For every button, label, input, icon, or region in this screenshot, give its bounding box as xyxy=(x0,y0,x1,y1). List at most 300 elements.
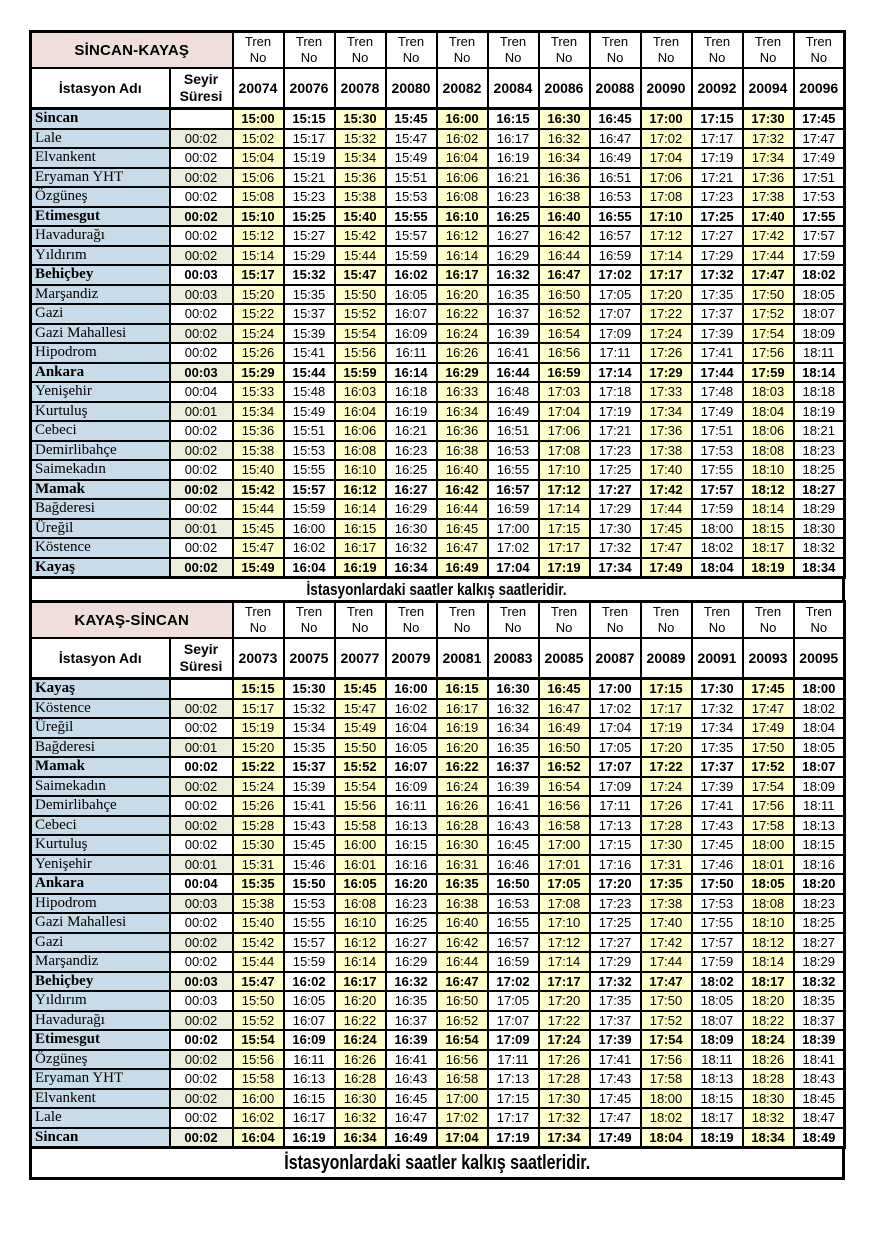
station-name: Üreğil xyxy=(31,519,170,539)
train-number: 20093 xyxy=(743,638,794,679)
station-row xyxy=(31,558,845,578)
departure-time: 15:59 xyxy=(386,246,437,266)
departure-time: 17:37 xyxy=(692,304,743,324)
departure-time: 16:49 xyxy=(590,148,641,168)
departure-time: 17:12 xyxy=(539,480,590,500)
departure-time: 17:29 xyxy=(590,499,641,519)
departure-time: 17:05 xyxy=(488,991,539,1011)
departure-time: 16:34 xyxy=(386,558,437,578)
departure-time: 16:23 xyxy=(386,441,437,461)
train-number: 20082 xyxy=(437,68,488,109)
train-number: 20095 xyxy=(794,638,845,679)
departure-time: 16:37 xyxy=(488,757,539,777)
departure-time: 15:57 xyxy=(386,226,437,246)
tren-label: Tren xyxy=(397,604,425,619)
departure-time: 15:10 xyxy=(233,207,284,227)
departure-time: 17:35 xyxy=(590,991,641,1011)
departure-time: 16:35 xyxy=(386,991,437,1011)
departure-time: 16:38 xyxy=(437,441,488,461)
departure-time: 16:07 xyxy=(386,757,437,777)
departure-time: 15:40 xyxy=(233,460,284,480)
departure-time: 16:17 xyxy=(335,972,386,992)
departure-time: 18:15 xyxy=(794,835,845,855)
station-name: Yenişehir xyxy=(31,382,170,402)
tren-no-header xyxy=(794,32,845,69)
departure-time: 16:26 xyxy=(437,343,488,363)
travel-duration xyxy=(170,679,233,699)
travel-duration: 00:02 xyxy=(170,1011,233,1031)
station-name: Etimesgut xyxy=(31,1030,170,1050)
departure-time: 16:15 xyxy=(488,109,539,129)
train-number: 20088 xyxy=(590,68,641,109)
departure-time: 16:52 xyxy=(539,757,590,777)
tren-no-header xyxy=(386,32,437,69)
departure-time: 16:24 xyxy=(335,1030,386,1050)
no-label: No xyxy=(657,50,675,65)
departure-time: 16:59 xyxy=(590,246,641,266)
no-label: No xyxy=(759,50,777,65)
departure-time: 17:00 xyxy=(488,519,539,539)
departure-time: 16:14 xyxy=(335,952,386,972)
train-number: 20077 xyxy=(335,638,386,679)
departure-time: 17:44 xyxy=(641,952,692,972)
tren-no-header xyxy=(590,32,641,69)
departure-time: 17:07 xyxy=(590,757,641,777)
departure-time: 16:59 xyxy=(488,499,539,519)
departure-time: 15:28 xyxy=(233,816,284,836)
departure-time: 17:17 xyxy=(539,972,590,992)
departure-time: 16:47 xyxy=(437,538,488,558)
departure-time: 17:45 xyxy=(641,519,692,539)
departure-time: 17:23 xyxy=(590,894,641,914)
station-name: Özgüneş xyxy=(31,187,170,207)
travel-duration: 00:02 xyxy=(170,226,233,246)
departure-time: 18:13 xyxy=(692,1069,743,1089)
departure-time: 17:12 xyxy=(539,933,590,953)
travel-duration: 00:02 xyxy=(170,538,233,558)
departure-time: 18:29 xyxy=(794,499,845,519)
station-row xyxy=(31,1069,845,1089)
departure-time: 16:10 xyxy=(437,207,488,227)
departure-time: 18:26 xyxy=(743,1050,794,1070)
duration-column-header: Seyir Süresi xyxy=(170,638,233,679)
station-row xyxy=(31,738,845,758)
departure-time: 18:02 xyxy=(794,699,845,719)
departure-time: 16:53 xyxy=(590,187,641,207)
station-row xyxy=(31,874,845,894)
no-label: No xyxy=(300,620,318,635)
departure-time: 16:17 xyxy=(488,129,539,149)
no-label: No xyxy=(708,620,726,635)
departure-time: 17:49 xyxy=(692,402,743,422)
tren-label: Tren xyxy=(397,34,425,49)
departure-time: 18:28 xyxy=(743,1069,794,1089)
departure-time: 17:13 xyxy=(488,1069,539,1089)
departure-time: 17:35 xyxy=(692,738,743,758)
departure-time: 16:49 xyxy=(488,402,539,422)
departure-time: 16:40 xyxy=(437,913,488,933)
departure-time: 15:53 xyxy=(386,187,437,207)
tren-label: Tren xyxy=(754,34,782,49)
departure-time: 18:23 xyxy=(794,441,845,461)
departure-time: 18:43 xyxy=(794,1069,845,1089)
tren-label: Tren xyxy=(601,34,629,49)
departure-time: 16:53 xyxy=(488,441,539,461)
travel-duration: 00:02 xyxy=(170,1089,233,1109)
departure-time: 17:29 xyxy=(641,363,692,383)
departure-time: 17:30 xyxy=(692,679,743,699)
departure-time: 17:26 xyxy=(539,1050,590,1070)
no-label: No xyxy=(249,620,267,635)
departure-time: 16:26 xyxy=(437,796,488,816)
departure-time: 18:07 xyxy=(692,1011,743,1031)
departure-time: 17:45 xyxy=(743,679,794,699)
departure-time: 16:59 xyxy=(539,363,590,383)
departure-time: 18:16 xyxy=(794,855,845,875)
departure-time: 15:58 xyxy=(233,1069,284,1089)
departure-time: 16:13 xyxy=(284,1069,335,1089)
no-label: No xyxy=(351,620,369,635)
station-name: Üreğil xyxy=(31,718,170,738)
tren-no-header xyxy=(335,602,386,639)
no-label: No xyxy=(300,50,318,65)
departure-time: 17:38 xyxy=(641,441,692,461)
departure-time: 17:34 xyxy=(590,558,641,578)
departure-time: 15:24 xyxy=(233,777,284,797)
station-row xyxy=(31,480,845,500)
departure-time: 17:20 xyxy=(641,285,692,305)
departure-time: 16:07 xyxy=(386,304,437,324)
departure-time: 16:07 xyxy=(284,1011,335,1031)
departure-time: 17:04 xyxy=(488,558,539,578)
departure-time: 17:35 xyxy=(641,874,692,894)
departure-time: 15:47 xyxy=(335,265,386,285)
tren-no-header xyxy=(641,602,692,639)
departure-time: 17:31 xyxy=(641,855,692,875)
departure-time: 17:05 xyxy=(539,874,590,894)
tren-no-header xyxy=(437,32,488,69)
departure-time: 16:32 xyxy=(539,129,590,149)
departure-time: 16:36 xyxy=(539,168,590,188)
tren-label: Tren xyxy=(244,34,272,49)
departure-time: 16:44 xyxy=(488,363,539,383)
departure-time: 16:08 xyxy=(335,894,386,914)
train-number: 20083 xyxy=(488,638,539,679)
departure-time: 15:29 xyxy=(233,363,284,383)
departure-time: 16:25 xyxy=(488,207,539,227)
tren-label: Tren xyxy=(448,604,476,619)
departure-time: 16:32 xyxy=(386,538,437,558)
departure-time: 16:22 xyxy=(335,1011,386,1031)
travel-duration: 00:01 xyxy=(170,738,233,758)
departure-time: 16:50 xyxy=(539,285,590,305)
station-row xyxy=(31,441,845,461)
departure-time: 18:01 xyxy=(743,855,794,875)
train-number: 20074 xyxy=(233,68,284,109)
travel-duration: 00:02 xyxy=(170,933,233,953)
no-label: No xyxy=(708,50,726,65)
departure-time: 15:55 xyxy=(386,207,437,227)
departure-time: 15:52 xyxy=(335,757,386,777)
departure-time: 16:39 xyxy=(386,1030,437,1050)
departure-time: 16:04 xyxy=(437,148,488,168)
departure-time: 18:11 xyxy=(794,796,845,816)
station-row xyxy=(31,187,845,207)
train-number-row xyxy=(31,638,845,679)
departure-time: 16:15 xyxy=(284,1089,335,1109)
departure-time: 17:25 xyxy=(590,913,641,933)
departure-time: 17:19 xyxy=(539,558,590,578)
departure-time: 17:03 xyxy=(539,382,590,402)
travel-duration: 00:02 xyxy=(170,718,233,738)
station-name: Behiçbey xyxy=(31,265,170,285)
departure-time: 16:47 xyxy=(590,129,641,149)
station-row xyxy=(31,679,845,699)
timetable-sincan-kayas xyxy=(29,30,846,579)
travel-duration: 00:02 xyxy=(170,777,233,797)
station-row xyxy=(31,699,845,719)
departure-time: 18:17 xyxy=(692,1108,743,1128)
departure-time: 17:21 xyxy=(590,421,641,441)
departure-time: 18:04 xyxy=(641,1128,692,1148)
departure-time: 16:02 xyxy=(284,972,335,992)
departure-time: 17:05 xyxy=(590,738,641,758)
departure-time: 16:58 xyxy=(539,816,590,836)
station-row xyxy=(31,129,845,149)
departure-time: 17:13 xyxy=(590,816,641,836)
departure-time: 17:47 xyxy=(641,972,692,992)
departure-time: 16:34 xyxy=(437,402,488,422)
station-name: Kurtuluş xyxy=(31,402,170,422)
tren-label: Tren xyxy=(448,34,476,49)
departure-time: 16:53 xyxy=(488,894,539,914)
station-name: Özgüneş xyxy=(31,1050,170,1070)
departure-time: 16:20 xyxy=(437,738,488,758)
departure-time: 15:40 xyxy=(233,913,284,933)
departure-time: 15:56 xyxy=(233,1050,284,1070)
departure-time: 17:38 xyxy=(641,894,692,914)
departure-time: 18:25 xyxy=(794,913,845,933)
departure-time: 16:10 xyxy=(335,460,386,480)
departure-time: 17:51 xyxy=(794,168,845,188)
departure-time: 17:47 xyxy=(743,265,794,285)
departure-time: 16:15 xyxy=(437,679,488,699)
departure-time: 15:34 xyxy=(284,718,335,738)
departure-time: 16:19 xyxy=(437,718,488,738)
travel-duration: 00:01 xyxy=(170,855,233,875)
station-name: Demirlibahçe xyxy=(31,441,170,461)
departure-time: 17:00 xyxy=(641,109,692,129)
station-name: Mamak xyxy=(31,757,170,777)
departure-time: 17:36 xyxy=(743,168,794,188)
station-name: Marşandiz xyxy=(31,952,170,972)
station-name: Etimesgut xyxy=(31,207,170,227)
departure-time: 18:05 xyxy=(794,738,845,758)
station-name: Gazi Mahallesi xyxy=(31,913,170,933)
departure-time: 16:36 xyxy=(437,421,488,441)
tren-label: Tren xyxy=(499,34,527,49)
departure-time: 17:08 xyxy=(539,441,590,461)
station-row xyxy=(31,148,845,168)
station-name: Köstence xyxy=(31,538,170,558)
departure-time: 16:47 xyxy=(539,265,590,285)
tren-no-header xyxy=(488,602,539,639)
tren-label: Tren xyxy=(295,604,323,619)
departure-time: 17:07 xyxy=(590,304,641,324)
departure-time: 16:30 xyxy=(488,679,539,699)
departure-time: 17:49 xyxy=(590,1128,641,1148)
departure-time: 17:50 xyxy=(641,991,692,1011)
station-name: Cebeci xyxy=(31,816,170,836)
departure-time: 17:25 xyxy=(590,460,641,480)
departure-time: 17:56 xyxy=(743,796,794,816)
departure-time: 17:41 xyxy=(692,796,743,816)
travel-duration: 00:02 xyxy=(170,1030,233,1050)
station-row xyxy=(31,855,845,875)
departure-time: 16:26 xyxy=(335,1050,386,1070)
departure-time: 17:30 xyxy=(539,1089,590,1109)
travel-duration: 00:02 xyxy=(170,835,233,855)
departure-time: 16:09 xyxy=(386,777,437,797)
departure-time: 18:13 xyxy=(794,816,845,836)
travel-duration: 00:02 xyxy=(170,1128,233,1148)
departure-time: 16:41 xyxy=(488,796,539,816)
train-number: 20073 xyxy=(233,638,284,679)
departure-time: 17:45 xyxy=(794,109,845,129)
route-title: SİNCAN-KAYAŞ xyxy=(31,32,233,69)
departure-time: 17:02 xyxy=(590,265,641,285)
departure-time: 16:54 xyxy=(539,324,590,344)
departure-time: 18:27 xyxy=(794,933,845,953)
no-label: No xyxy=(555,620,573,635)
tren-no-header xyxy=(692,32,743,69)
station-row xyxy=(31,913,845,933)
departure-time: 15:41 xyxy=(284,343,335,363)
station-row xyxy=(31,933,845,953)
train-number: 20092 xyxy=(692,68,743,109)
departure-time: 17:52 xyxy=(743,757,794,777)
departure-time: 16:41 xyxy=(488,343,539,363)
travel-duration: 00:03 xyxy=(170,265,233,285)
departure-time: 17:11 xyxy=(590,796,641,816)
departure-time: 16:47 xyxy=(386,1108,437,1128)
departure-time: 17:39 xyxy=(692,777,743,797)
departure-time: 17:09 xyxy=(488,1030,539,1050)
departure-time: 16:51 xyxy=(488,421,539,441)
departure-time: 15:27 xyxy=(284,226,335,246)
departure-time: 17:52 xyxy=(743,304,794,324)
departure-time: 16:19 xyxy=(335,558,386,578)
departure-time: 16:11 xyxy=(386,343,437,363)
departure-time: 15:08 xyxy=(233,187,284,207)
station-row xyxy=(31,460,845,480)
tren-label: Tren xyxy=(805,34,832,49)
departure-time: 16:20 xyxy=(386,874,437,894)
travel-duration xyxy=(170,109,233,129)
departure-time: 17:20 xyxy=(539,991,590,1011)
departure-time: 18:02 xyxy=(692,972,743,992)
departure-time: 15:36 xyxy=(335,168,386,188)
departure-time: 18:32 xyxy=(743,1108,794,1128)
departure-time: 18:18 xyxy=(794,382,845,402)
departure-time: 17:58 xyxy=(641,1069,692,1089)
departure-time: 16:00 xyxy=(335,835,386,855)
departure-time: 18:02 xyxy=(641,1108,692,1128)
departure-time: 17:41 xyxy=(692,343,743,363)
departure-time: 15:02 xyxy=(233,129,284,149)
departure-time: 17:23 xyxy=(692,187,743,207)
departure-time: 17:57 xyxy=(692,933,743,953)
station-name: Hipodrom xyxy=(31,343,170,363)
departure-time: 15:49 xyxy=(284,402,335,422)
departure-time: 17:42 xyxy=(641,480,692,500)
travel-duration: 00:02 xyxy=(170,699,233,719)
departure-time: 17:10 xyxy=(539,913,590,933)
station-name: Bağderesi xyxy=(31,499,170,519)
departure-time: 18:20 xyxy=(743,991,794,1011)
departure-time: 15:37 xyxy=(284,304,335,324)
station-row xyxy=(31,816,845,836)
travel-duration: 00:03 xyxy=(170,972,233,992)
train-number: 20091 xyxy=(692,638,743,679)
departure-time: 16:44 xyxy=(437,952,488,972)
tren-label: Tren xyxy=(346,34,374,49)
station-row xyxy=(31,1050,845,1070)
departure-time: 16:11 xyxy=(386,796,437,816)
departure-time: 15:51 xyxy=(284,421,335,441)
tren-no-header xyxy=(539,32,590,69)
departure-time: 17:14 xyxy=(590,363,641,383)
departure-time: 16:12 xyxy=(335,480,386,500)
station-row xyxy=(31,168,845,188)
departure-time: 17:02 xyxy=(437,1108,488,1128)
departure-time: 17:32 xyxy=(743,129,794,149)
tren-no-header xyxy=(437,602,488,639)
departure-time: 17:16 xyxy=(590,855,641,875)
departure-time: 16:05 xyxy=(335,874,386,894)
departure-time: 18:24 xyxy=(743,1030,794,1050)
departure-time: 18:15 xyxy=(692,1089,743,1109)
departure-time: 15:56 xyxy=(335,343,386,363)
departure-time: 17:32 xyxy=(539,1108,590,1128)
departure-time: 15:35 xyxy=(284,738,335,758)
departure-time: 18:39 xyxy=(794,1030,845,1050)
no-label: No xyxy=(402,50,420,65)
departure-time: 16:19 xyxy=(488,148,539,168)
departure-time: 17:41 xyxy=(590,1050,641,1070)
departure-time: 16:27 xyxy=(488,226,539,246)
departure-time: 15:47 xyxy=(233,972,284,992)
departure-time: 17:50 xyxy=(692,874,743,894)
departure-time: 17:43 xyxy=(692,816,743,836)
departure-time: 15:45 xyxy=(284,835,335,855)
station-row xyxy=(31,109,845,129)
travel-duration: 00:02 xyxy=(170,246,233,266)
departure-time: 16:42 xyxy=(437,480,488,500)
departure-time: 15:50 xyxy=(284,874,335,894)
departure-time: 16:22 xyxy=(437,757,488,777)
departure-time: 18:32 xyxy=(794,972,845,992)
train-number: 20090 xyxy=(641,68,692,109)
departure-time: 17:17 xyxy=(641,699,692,719)
departure-time: 17:47 xyxy=(794,129,845,149)
departure-time: 15:59 xyxy=(284,952,335,972)
train-number: 20086 xyxy=(539,68,590,109)
departure-time: 17:35 xyxy=(692,285,743,305)
departure-time: 16:19 xyxy=(284,1128,335,1148)
departure-time: 17:32 xyxy=(692,699,743,719)
tren-label: Tren xyxy=(703,604,731,619)
